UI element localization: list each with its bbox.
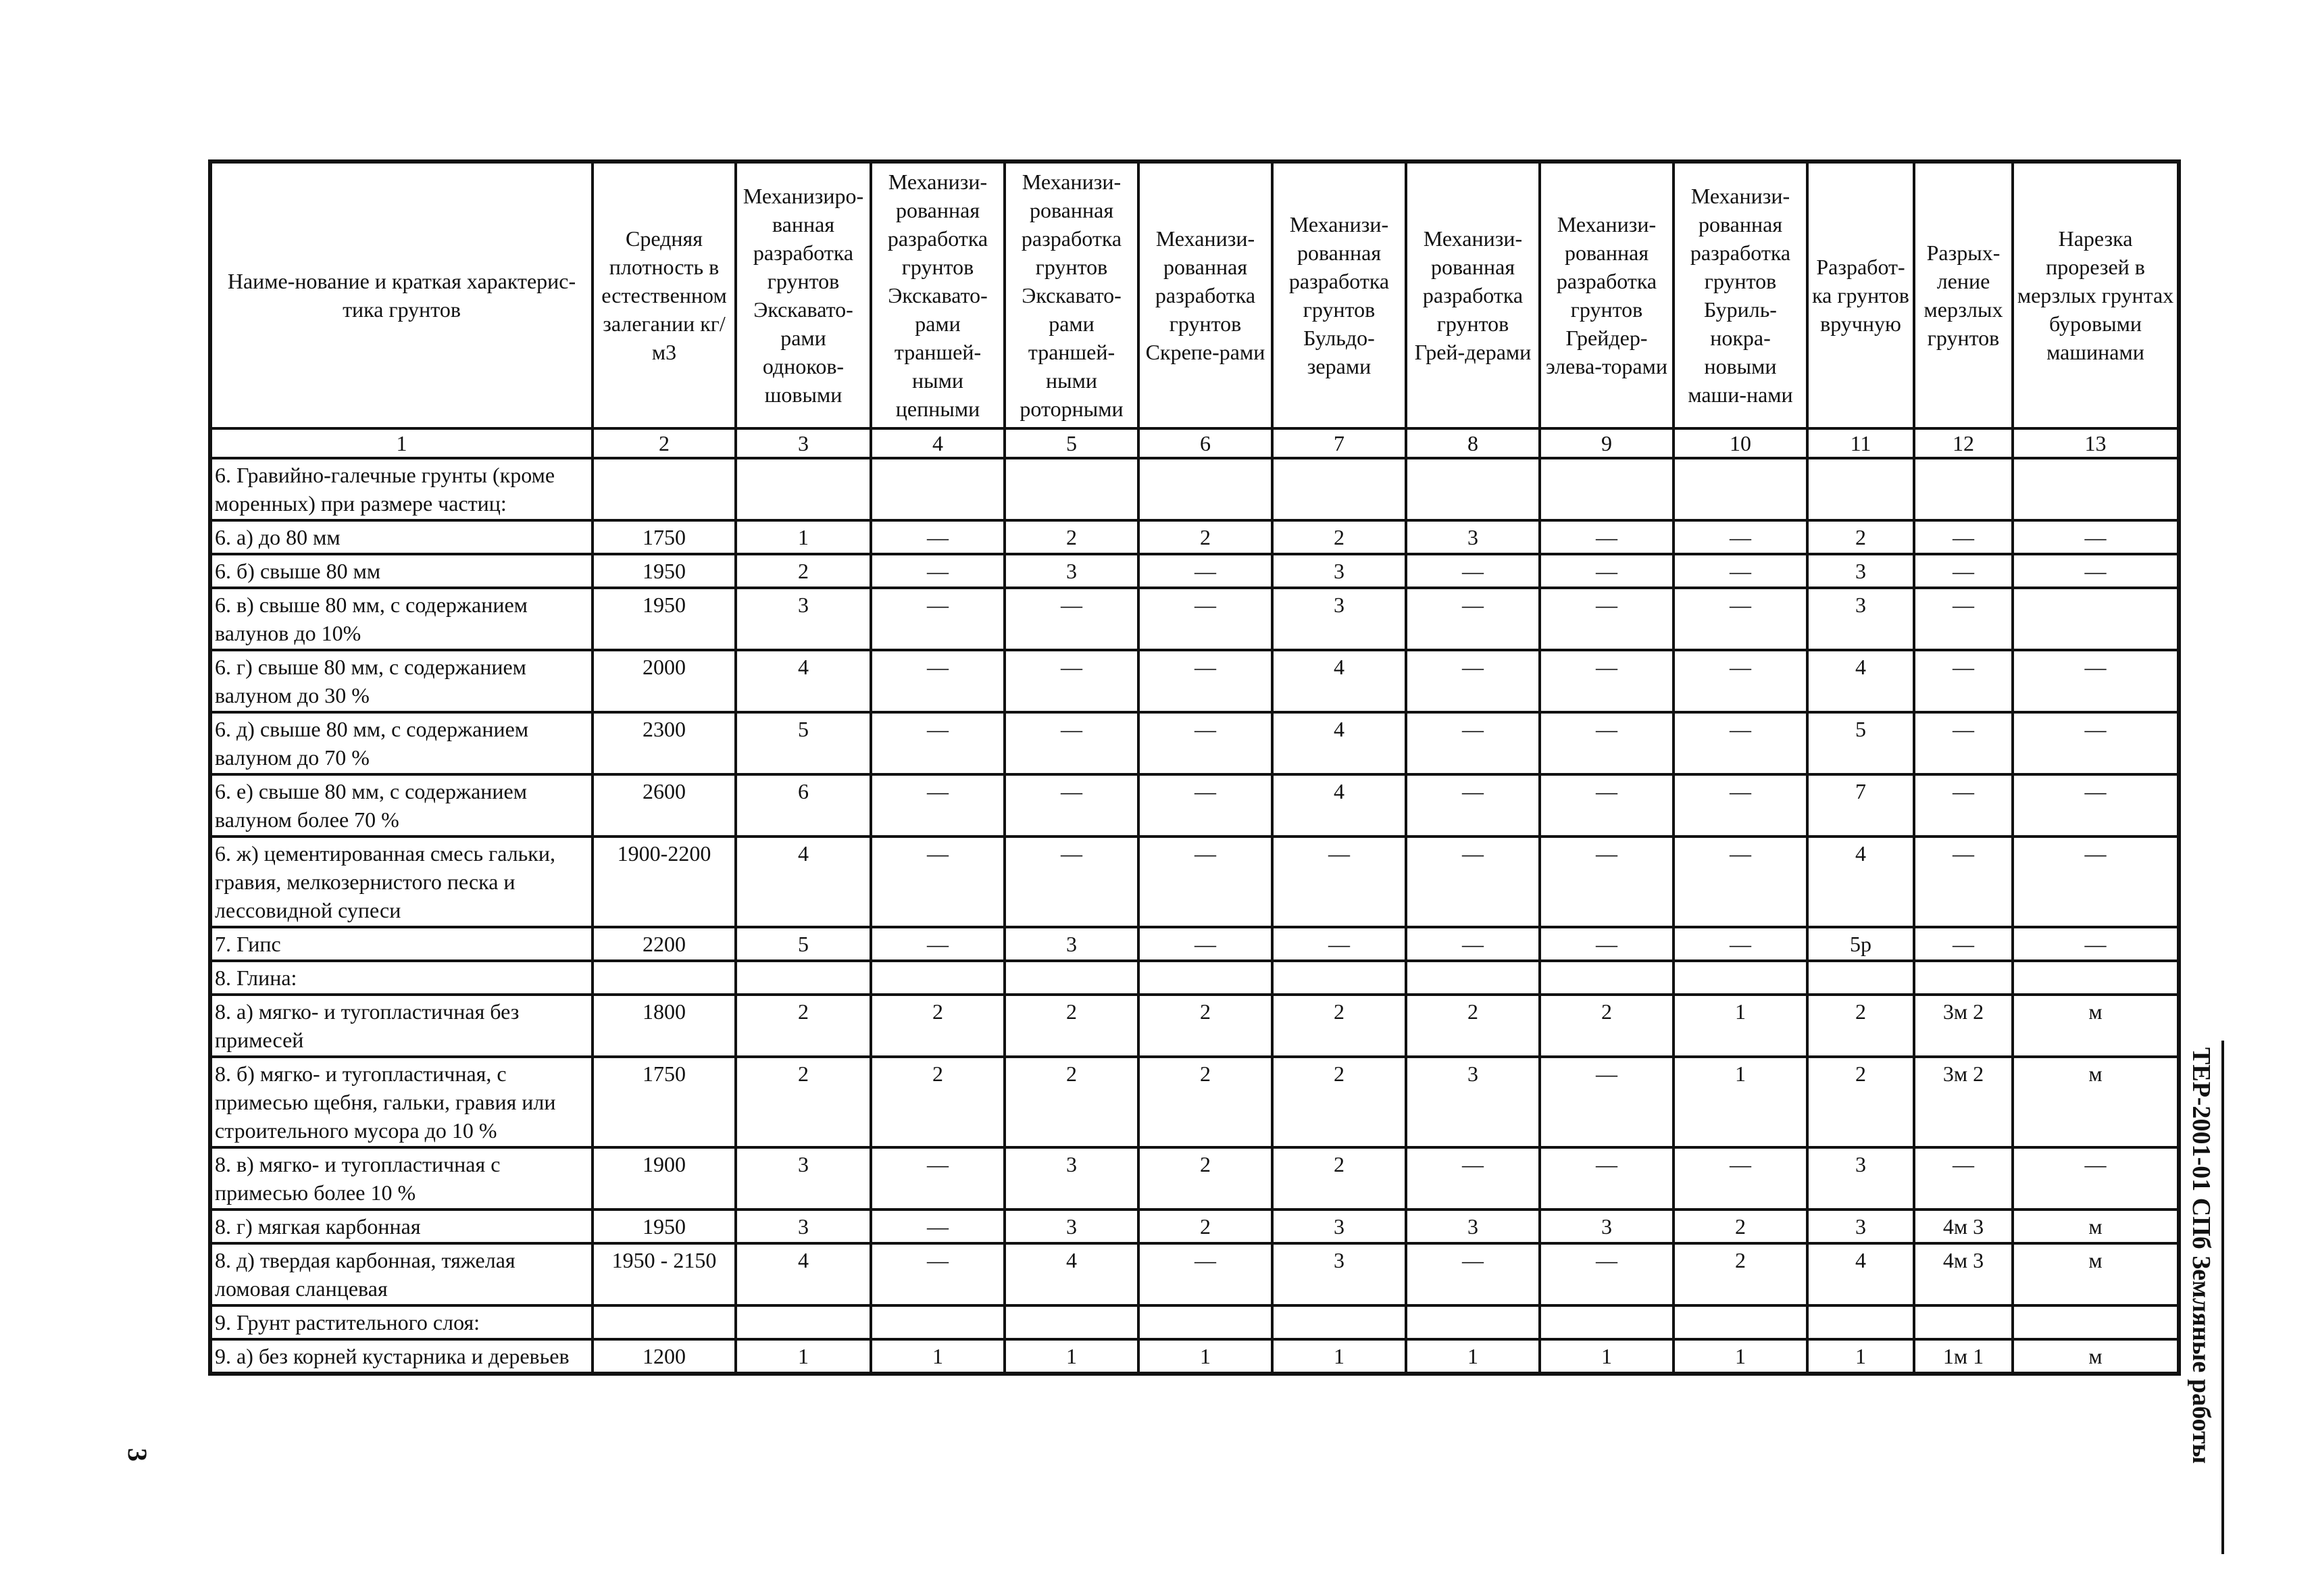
column-number-10: 10 bbox=[1674, 428, 1807, 458]
table-cell: — bbox=[2013, 650, 2179, 712]
soil-name-cell: 8. а) мягко- и тугопластичная без примесей bbox=[210, 995, 593, 1057]
column-header-8: Механизи-рованная разработка грунтов Грей-дерами bbox=[1406, 161, 1540, 428]
table-cell: 2 bbox=[736, 995, 871, 1057]
table-cell: 3 bbox=[1807, 588, 1914, 650]
table-cell: — bbox=[1138, 927, 1272, 961]
table-cell: — bbox=[1406, 774, 1540, 837]
column-header-10: Механизи-рованная разработка грунтов Буриль-нокра-новыми маши-нами bbox=[1674, 161, 1807, 428]
soil-name-cell: 8. Глина: bbox=[210, 961, 593, 995]
soil-name-cell: 8. г) мягкая карбонная bbox=[210, 1210, 593, 1243]
table-cell: — bbox=[1540, 837, 1674, 927]
table-cell: 1 bbox=[1674, 1057, 1807, 1147]
table-cell bbox=[1807, 1305, 1914, 1339]
table-cell: 2 bbox=[1807, 995, 1914, 1057]
soil-name-cell: 7. Гипс bbox=[210, 927, 593, 961]
column-header-11: Разработ-ка грунтов вручную bbox=[1807, 161, 1914, 428]
table-row bbox=[210, 712, 2179, 774]
table-cell: м bbox=[2013, 1339, 2179, 1374]
table-cell: м bbox=[2013, 995, 2179, 1057]
table-row bbox=[210, 927, 2179, 961]
table-row bbox=[210, 650, 2179, 712]
table-cell: 2 bbox=[1272, 1147, 1406, 1210]
table-cell: 1 bbox=[1674, 995, 1807, 1057]
table-cell: — bbox=[1406, 650, 1540, 712]
column-header-13: Нарезка прорезей в мерзлых грунтах буровыми машинами bbox=[2013, 161, 2179, 428]
table-cell: 2 bbox=[1406, 995, 1540, 1057]
table-cell bbox=[593, 458, 736, 520]
table-cell: м bbox=[2013, 1210, 2179, 1243]
table-cell bbox=[1272, 961, 1406, 995]
column-number-3: 3 bbox=[736, 428, 871, 458]
table-cell bbox=[736, 458, 871, 520]
table-cell: — bbox=[871, 1147, 1005, 1210]
table-cell: — bbox=[1540, 520, 1674, 554]
table-cell: — bbox=[1674, 520, 1807, 554]
table-cell bbox=[2013, 961, 2179, 995]
table-cell: 2 bbox=[1807, 1057, 1914, 1147]
table-cell: 2 bbox=[1138, 520, 1272, 554]
table-row bbox=[210, 961, 2179, 995]
table-cell: 4 bbox=[736, 837, 871, 927]
table-cell bbox=[871, 961, 1005, 995]
table-cell bbox=[1914, 1305, 2013, 1339]
table-cell: — bbox=[1005, 837, 1138, 927]
table-cell: 2 bbox=[1272, 1057, 1406, 1147]
table-cell: 1950 bbox=[593, 1210, 736, 1243]
table-cell: — bbox=[871, 927, 1005, 961]
table-cell: 5 bbox=[736, 927, 871, 961]
table-cell: — bbox=[2013, 927, 2179, 961]
table-cell: 2 bbox=[1005, 995, 1138, 1057]
table-cell: — bbox=[1914, 774, 2013, 837]
table-cell bbox=[1807, 458, 1914, 520]
table-cell: 4 bbox=[1807, 837, 1914, 927]
table-cell: — bbox=[2013, 712, 2179, 774]
table-cell: — bbox=[1540, 1057, 1674, 1147]
table-cell: 3 bbox=[1272, 588, 1406, 650]
table-cell bbox=[1005, 1305, 1138, 1339]
table-cell: — bbox=[1138, 1243, 1272, 1305]
table-cell bbox=[1406, 458, 1540, 520]
table-cell: 4 bbox=[736, 1243, 871, 1305]
table-cell: 3 bbox=[736, 1210, 871, 1243]
soil-name-cell: 8. д) твердая карбонная, тяжелая ломовая сланцевая bbox=[210, 1243, 593, 1305]
table-row bbox=[210, 995, 2179, 1057]
table-cell: 4 bbox=[1272, 712, 1406, 774]
table-cell: 2 bbox=[736, 1057, 871, 1147]
table-cell: — bbox=[871, 588, 1005, 650]
table-cell: 4м 3 bbox=[1914, 1210, 2013, 1243]
table-cell: — bbox=[1674, 774, 1807, 837]
table-cell: 1950 bbox=[593, 588, 736, 650]
soil-name-cell: 6. д) свыше 80 мм, с содержанием валуном до 70 % bbox=[210, 712, 593, 774]
soil-name-cell: 8. б) мягко- и тугопластичная, с примесью щебня, гальки, гравия или строительного мусора до 10 % bbox=[210, 1057, 593, 1147]
table-cell: 7 bbox=[1807, 774, 1914, 837]
table-cell: — bbox=[1914, 712, 2013, 774]
table-cell: 3 bbox=[1406, 520, 1540, 554]
table-cell: 3 bbox=[1005, 1147, 1138, 1210]
table-cell: — bbox=[1674, 588, 1807, 650]
column-header-6: Механизи-рованная разработка грунтов Скрепе-рами bbox=[1138, 161, 1272, 428]
column-header-12: Разрых-ление мерзлых грунтов bbox=[1914, 161, 2013, 428]
table-cell bbox=[2013, 588, 2179, 650]
table-cell bbox=[1540, 961, 1674, 995]
table-cell: — bbox=[2013, 1147, 2179, 1210]
table-cell: 5 bbox=[736, 712, 871, 774]
table-cell: 3 bbox=[1272, 1243, 1406, 1305]
table-cell bbox=[1674, 961, 1807, 995]
table-cell: — bbox=[1406, 1243, 1540, 1305]
column-number-8: 8 bbox=[1406, 428, 1540, 458]
table-cell: — bbox=[2013, 774, 2179, 837]
table-cell: — bbox=[1540, 1147, 1674, 1210]
table-cell bbox=[736, 961, 871, 995]
table-cell: 3 bbox=[1272, 554, 1406, 588]
table-cell: 2200 bbox=[593, 927, 736, 961]
table-cell: 3 bbox=[1406, 1057, 1540, 1147]
table-cell: — bbox=[1540, 554, 1674, 588]
soil-name-cell: 6. а) до 80 мм bbox=[210, 520, 593, 554]
table-cell: — bbox=[1138, 774, 1272, 837]
table-row bbox=[210, 1305, 2179, 1339]
table-cell bbox=[1138, 1305, 1272, 1339]
table-header bbox=[210, 161, 2179, 458]
table-cell: 3м 2 bbox=[1914, 1057, 2013, 1147]
column-header-2: Средняя плотность в естественном залегании кг/м3 bbox=[593, 161, 736, 428]
table-row bbox=[210, 1147, 2179, 1210]
table-cell: 4 bbox=[1272, 774, 1406, 837]
table-cell: — bbox=[871, 837, 1005, 927]
table-row bbox=[210, 458, 2179, 520]
column-header-9: Механизи-рованная разработка грунтов Грейдер-элева-торами bbox=[1540, 161, 1674, 428]
table-cell: 2 bbox=[1272, 995, 1406, 1057]
table-cell: 4м 3 bbox=[1914, 1243, 2013, 1305]
column-number-13: 13 bbox=[2013, 428, 2179, 458]
table-cell: 2 bbox=[1674, 1210, 1807, 1243]
table-cell bbox=[1914, 961, 2013, 995]
table-cell: — bbox=[1914, 554, 2013, 588]
table-cell: 2 bbox=[736, 554, 871, 588]
column-number-4: 4 bbox=[871, 428, 1005, 458]
table-cell: 2 bbox=[1674, 1243, 1807, 1305]
table-cell: 1950 bbox=[593, 554, 736, 588]
table-cell: 3 bbox=[1005, 554, 1138, 588]
table-row bbox=[210, 554, 2179, 588]
soil-name-cell: 6. б) свыше 80 мм bbox=[210, 554, 593, 588]
table-cell: — bbox=[1674, 837, 1807, 927]
table-cell: 2 bbox=[1138, 1210, 1272, 1243]
table-cell: — bbox=[1540, 650, 1674, 712]
column-header-1: Наиме-нование и краткая характерис-тика грунтов bbox=[210, 161, 593, 428]
table-cell: — bbox=[1138, 650, 1272, 712]
table-cell bbox=[871, 1305, 1005, 1339]
table-cell: — bbox=[1674, 554, 1807, 588]
column-number-6: 6 bbox=[1138, 428, 1272, 458]
table-cell: 1 bbox=[1005, 1339, 1138, 1374]
table-cell: 1 bbox=[1674, 1339, 1807, 1374]
table-cell: — bbox=[871, 712, 1005, 774]
table-cell: 2 bbox=[871, 1057, 1005, 1147]
soil-name-cell: 6. Гравийно-галечные грунты (кроме моренных) при размере частиц: bbox=[210, 458, 593, 520]
table-row bbox=[210, 1210, 2179, 1243]
table-cell bbox=[1674, 1305, 1807, 1339]
page-number: 3 bbox=[122, 1448, 153, 1462]
table-cell: — bbox=[1138, 837, 1272, 927]
table-cell: — bbox=[1674, 927, 1807, 961]
table-cell bbox=[1005, 961, 1138, 995]
table-cell: 1750 bbox=[593, 1057, 736, 1147]
table-cell: 1м 1 bbox=[1914, 1339, 2013, 1374]
table-cell: 1 bbox=[1138, 1339, 1272, 1374]
column-number-5: 5 bbox=[1005, 428, 1138, 458]
table-cell: — bbox=[1674, 1147, 1807, 1210]
column-header-4: Механизи-рованная разработка грунтов Экскавато-рами траншей-ными цепными bbox=[871, 161, 1005, 428]
table-cell: — bbox=[1540, 588, 1674, 650]
table-cell: 1 bbox=[1272, 1339, 1406, 1374]
table-cell: — bbox=[871, 1210, 1005, 1243]
table-cell: — bbox=[1406, 927, 1540, 961]
table-cell: — bbox=[1005, 650, 1138, 712]
table-cell: 1950 - 2150 bbox=[593, 1243, 736, 1305]
table-cell: 2 bbox=[1138, 995, 1272, 1057]
table-row bbox=[210, 1057, 2179, 1147]
table-cell: — bbox=[2013, 520, 2179, 554]
table-cell: — bbox=[1914, 837, 2013, 927]
table-cell: — bbox=[1406, 554, 1540, 588]
table-cell: 5 bbox=[1807, 712, 1914, 774]
table-cell: 3 bbox=[1807, 1147, 1914, 1210]
table-cell: 3 bbox=[1005, 927, 1138, 961]
table-cell: 1 bbox=[1406, 1339, 1540, 1374]
soil-name-cell: 6. е) свыше 80 мм, с содержанием валуном более 70 % bbox=[210, 774, 593, 837]
table-cell: 2 bbox=[1540, 995, 1674, 1057]
table-cell bbox=[2013, 1305, 2179, 1339]
soil-name-cell: 9. а) без корней кустарника и деревьев bbox=[210, 1339, 593, 1374]
table-cell bbox=[593, 961, 736, 995]
table-cell: 3 bbox=[1406, 1210, 1540, 1243]
table-cell: 4 bbox=[1272, 650, 1406, 712]
table-cell: 1 bbox=[871, 1339, 1005, 1374]
table-cell: 1750 bbox=[593, 520, 736, 554]
table-cell: — bbox=[1540, 712, 1674, 774]
table-cell: 1 bbox=[1807, 1339, 1914, 1374]
table-cell: — bbox=[871, 650, 1005, 712]
table-cell: 3м 2 bbox=[1914, 995, 2013, 1057]
table-cell: 2 bbox=[1005, 520, 1138, 554]
table-cell bbox=[1406, 1305, 1540, 1339]
table-cell: м bbox=[2013, 1057, 2179, 1147]
table-row bbox=[210, 520, 2179, 554]
table-cell bbox=[1540, 1305, 1674, 1339]
table-cell: 3 bbox=[1807, 554, 1914, 588]
soil-name-cell: 6. ж) цементированная смесь гальки, гравия, мелкозернистого песка и лессовидной супеси bbox=[210, 837, 593, 927]
table-cell: — bbox=[1914, 1147, 2013, 1210]
table-cell: — bbox=[1674, 712, 1807, 774]
table-cell bbox=[1674, 458, 1807, 520]
table-cell bbox=[593, 1305, 736, 1339]
table-cell: — bbox=[1005, 774, 1138, 837]
table-cell: 3 bbox=[736, 588, 871, 650]
table-cell: 5р bbox=[1807, 927, 1914, 961]
table-cell: 2000 bbox=[593, 650, 736, 712]
table-cell: 4 bbox=[1807, 1243, 1914, 1305]
column-number-1: 1 bbox=[210, 428, 593, 458]
column-header-5: Механизи-рованная разработка грунтов Экскавато-рами траншей-ными роторными bbox=[1005, 161, 1138, 428]
table-cell: 2 bbox=[1807, 520, 1914, 554]
table-cell: м bbox=[2013, 1243, 2179, 1305]
table-cell bbox=[1138, 458, 1272, 520]
table-cell: 2 bbox=[1138, 1057, 1272, 1147]
column-header-3: Механизиро-ванная разработка грунтов Экскавато-рами одноков-шовыми bbox=[736, 161, 871, 428]
table-cell: 2 bbox=[871, 995, 1005, 1057]
table-cell: 2 bbox=[1005, 1057, 1138, 1147]
table-cell: — bbox=[1674, 650, 1807, 712]
table-cell: — bbox=[1914, 927, 2013, 961]
table-cell bbox=[871, 458, 1005, 520]
table-cell: 3 bbox=[736, 1147, 871, 1210]
table-row bbox=[210, 1339, 2179, 1374]
table-cell: 2 bbox=[1272, 520, 1406, 554]
table-cell: — bbox=[2013, 554, 2179, 588]
table-row bbox=[210, 774, 2179, 837]
soil-name-cell: 9. Грунт растительного слоя: bbox=[210, 1305, 593, 1339]
table-cell: 6 bbox=[736, 774, 871, 837]
table-cell bbox=[1272, 1305, 1406, 1339]
table-body bbox=[210, 458, 2179, 1374]
table-cell bbox=[1406, 961, 1540, 995]
table-cell: 1900-2200 bbox=[593, 837, 736, 927]
table-cell: — bbox=[1406, 1147, 1540, 1210]
table-cell bbox=[1807, 961, 1914, 995]
soil-name-cell: 6. в) свыше 80 мм, с содержанием валунов до 10% bbox=[210, 588, 593, 650]
side-title: ТЕР-2001-01 СПб Земляные работы bbox=[2177, 1041, 2224, 1554]
table-cell: 2 bbox=[1138, 1147, 1272, 1210]
table-cell bbox=[1272, 458, 1406, 520]
table-row bbox=[210, 1243, 2179, 1305]
header-row bbox=[210, 161, 2179, 428]
table-cell: 1 bbox=[736, 1339, 871, 1374]
table-row bbox=[210, 588, 2179, 650]
table-cell: — bbox=[871, 1243, 1005, 1305]
table-cell: — bbox=[1914, 650, 2013, 712]
table-cell: — bbox=[1138, 588, 1272, 650]
column-header-7: Механизи-рованная разработка грунтов Бульдо-зерами bbox=[1272, 161, 1406, 428]
table-cell: 4 bbox=[1807, 650, 1914, 712]
table-cell bbox=[736, 1305, 871, 1339]
table-cell: — bbox=[871, 520, 1005, 554]
table-cell bbox=[1914, 458, 2013, 520]
table-cell bbox=[1138, 961, 1272, 995]
table-cell: — bbox=[1540, 774, 1674, 837]
column-number-row bbox=[210, 428, 2179, 458]
table-cell: — bbox=[1272, 927, 1406, 961]
table-cell: — bbox=[1406, 837, 1540, 927]
table-cell: 1900 bbox=[593, 1147, 736, 1210]
table-cell: — bbox=[1406, 712, 1540, 774]
table-cell: — bbox=[1005, 588, 1138, 650]
column-number-2: 2 bbox=[593, 428, 736, 458]
table-cell: — bbox=[1540, 1243, 1674, 1305]
table-cell bbox=[1005, 458, 1138, 520]
table-cell: — bbox=[1914, 520, 2013, 554]
table-cell: — bbox=[1914, 588, 2013, 650]
table-cell bbox=[1540, 458, 1674, 520]
table-cell: 3 bbox=[1807, 1210, 1914, 1243]
table-cell: 3 bbox=[1272, 1210, 1406, 1243]
table-cell: — bbox=[2013, 837, 2179, 927]
table-cell: 2600 bbox=[593, 774, 736, 837]
table-cell: — bbox=[1272, 837, 1406, 927]
table-cell: 1200 bbox=[593, 1339, 736, 1374]
column-number-12: 12 bbox=[1914, 428, 2013, 458]
table-cell: 1 bbox=[1540, 1339, 1674, 1374]
table-cell: — bbox=[1005, 712, 1138, 774]
table-cell: — bbox=[1406, 588, 1540, 650]
soil-classification-table bbox=[208, 159, 2181, 1376]
column-number-7: 7 bbox=[1272, 428, 1406, 458]
table-cell: 3 bbox=[1540, 1210, 1674, 1243]
table-cell: 3 bbox=[1005, 1210, 1138, 1243]
table-cell: 4 bbox=[1005, 1243, 1138, 1305]
column-number-9: 9 bbox=[1540, 428, 1674, 458]
table-cell: — bbox=[1138, 712, 1272, 774]
table-cell bbox=[2013, 458, 2179, 520]
table-cell: — bbox=[1540, 927, 1674, 961]
table-cell: — bbox=[1138, 554, 1272, 588]
soil-name-cell: 8. в) мягко- и тугопластичная с примесью более 10 % bbox=[210, 1147, 593, 1210]
table-cell: 2300 bbox=[593, 712, 736, 774]
table-cell: 4 bbox=[736, 650, 871, 712]
table-cell: — bbox=[871, 554, 1005, 588]
soil-name-cell: 6. г) свыше 80 мм, с содержанием валуном до 30 % bbox=[210, 650, 593, 712]
table-cell: — bbox=[871, 774, 1005, 837]
table-cell: 1 bbox=[736, 520, 871, 554]
column-number-11: 11 bbox=[1807, 428, 1914, 458]
table-cell: 1800 bbox=[593, 995, 736, 1057]
table-row bbox=[210, 837, 2179, 927]
